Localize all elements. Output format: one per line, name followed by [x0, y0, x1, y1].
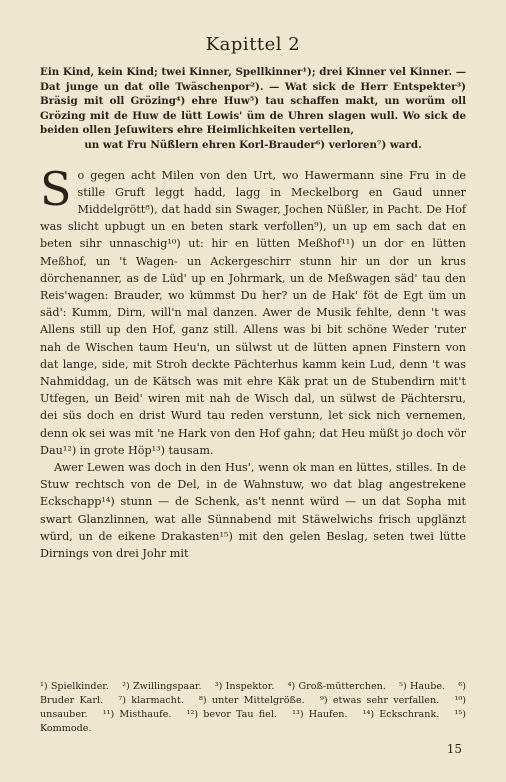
footnote: ³) Inspektor. — [214, 681, 275, 692]
footnote: ¹) Spielkinder. — [40, 681, 109, 692]
chapter-summary-last-line: un wat Fru Nüßlern ehren Korl-Brauder⁶) verloren⁷) ward. — [84, 138, 422, 151]
footnote: ⁴) Groß-mütterchen. — [287, 681, 386, 692]
body-paragraph-2: Awer Lewen was doch in den Hus', wenn ok man en lüttes, stilles. In de Stuw rechtsch von de Del, in de Wahnstuw, wo dat blag angestrekene Eckschapp¹⁴) stunn — de Schenk, as't nennt würd — un dat Sopha mit swart Glanzlinnen, wat alle Sünnabend mit Stäwelwichs frisch upglänzt würd, un de eikene Drakasten¹⁵) mit den gelen Beslag, seten twei lütte Dirnings von drei Johr mit — [40, 461, 466, 561]
footnote: ⁵) Haube. — [399, 681, 446, 692]
chapter-summary-text: Ein Kind, kein Kind; twei Kinner, Spellkinner¹); drei Kinner vel Kinner. — Dat junge un dat olle Twäschenpor²). — Wat sick de Herr Entspekter³) Bräsig mit oll Grözing⁴) ehre Huw⁵) tau schaffen makt, un worüm oll Grözing mit de Huw de lütt Lowis' üm de Uhren slagen wull. Wo sick de beiden ollen Jeſuwiters ehre Heimlichkeiten vertellen, — [40, 66, 466, 137]
footnotes — [40, 680, 466, 736]
chapter-summary — [40, 65, 466, 153]
footnote: ¹¹) Misthaufe. — [102, 709, 172, 720]
footnote: ⁶) Bruder Karl. — [40, 681, 466, 706]
footnote: ⁸) unter Mittelgröße. — [199, 695, 305, 706]
footnote: ²) Zwillingspaar. — [122, 681, 202, 692]
footnote: ⁷) klarmacht. — [118, 695, 184, 706]
footnote: ¹⁰) unsauber. — [40, 695, 466, 720]
body-paragraph-1-text: o gegen acht Milen von den Urt, wo Hawermann sine Fru in de stille Gruft leggt hadd, lagg in Meckelborg en Gaud unner Middelgrött⁸), dat hadd sin Swager, Jochen Nüßler, in Pacht. De Hof was slicht upbugt un en beten stark verfollen⁹), un up em sach dat en beten sihr unnaschig¹⁰) ut: hir en lütten Meßhof¹¹) un dor en lütten Meßhof, un 't Wagen- un Ackergeschirr stunn hir un dor un krus dörchenanner, as de Lüd' up en Johrmark, un de Meßwagen säd' tau den Reis'wagen: Brauder, wo kümmst Du her? un de Hak' föt de Egt üm un säd': Kumm, Dirn, will'n mal danzen. Awer de Musik fehlte, denn 't was Allens still up den Hof, ganz still. Allens was bi bit schöne Weder 'ruter nah de Wischen taum Heu'n, un sülwst ut de lütten apnen Finstern von dat lange, side, mit Stroh deckte Pächterhus kamm kein Lud, denn 't was Nahmiddag, un de Kätsch was mit ehre Käk prat un de Stubendirn mit't Utfegen, un Beid' wiren mit nah de Wisch dal, un sülwst de Pächtersru, dei süs doch en drist Wurd tau reden verstunn, let sick nich vernemen, denn ok sei was mit 'ne Hark von den Hof gahn; dat Heu müßt jo doch vör Dau¹²) in grote Höp¹³) tausam. — [40, 168, 466, 457]
footnote: ⁹) etwas sehr verfallen. — [319, 695, 440, 706]
footnote: ¹²) bevor Tau fiel. — [186, 709, 277, 720]
footnote: ¹⁴) Eckschrank. — [362, 709, 440, 720]
footnote: ¹⁵) Kommode. — [40, 709, 466, 734]
page-number: 15 — [446, 742, 462, 756]
drop-cap: S — [40, 161, 72, 216]
footnote: ¹³) Haufen. — [292, 709, 348, 720]
body-paragraph-1 — [40, 161, 466, 459]
chapter-title: Kapittel 2 — [205, 34, 301, 55]
